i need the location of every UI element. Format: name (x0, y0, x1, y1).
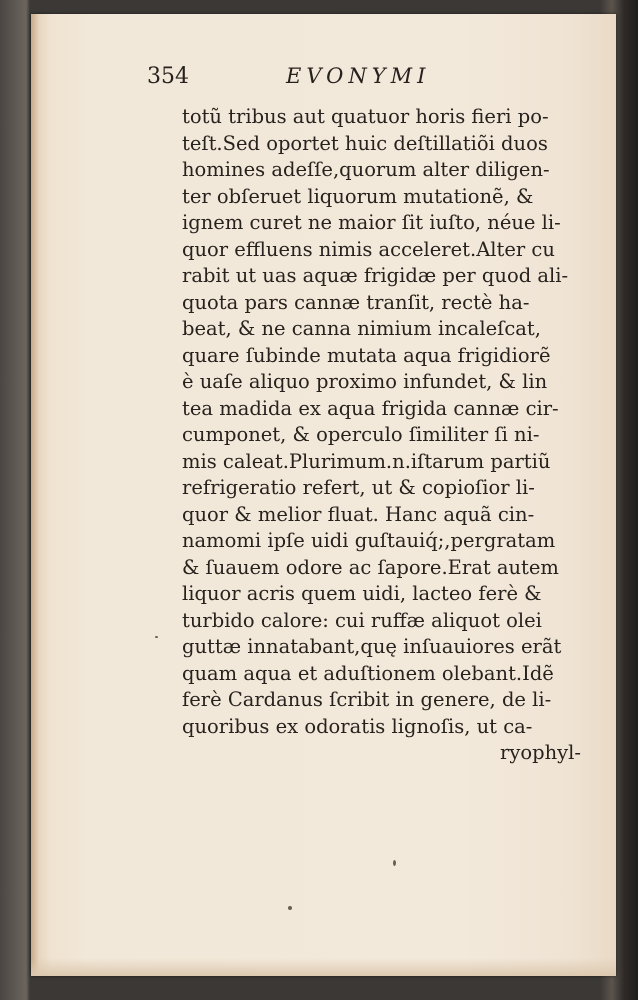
text-line: namomi ipſe uidi guſtauiq́;,pergratam (182, 529, 556, 552)
text-line: teſt.Sed oportet huic deſtillatiõi duos (182, 131, 548, 155)
text-line: quota pars cannæ tranſit, rectè ha- (182, 290, 530, 314)
text-line: è uaſe aliquo proximo infundet, & lin (182, 370, 548, 393)
paper-speck (155, 636, 158, 638)
text-line: rabit ut uas aquæ frigidæ per quod ali- (182, 264, 569, 287)
text-line: mis caleat.Plurimum.n.iſtarum partiũ (182, 449, 551, 473)
text-line: quare ſubinde mutata aqua frigidiorẽ (182, 343, 551, 367)
text-line: ignem curet ne maior ſit iuſto, néue li- (182, 211, 561, 234)
text-line: liquor acris quem uidi, lacteo ferè & (182, 582, 542, 605)
text-line: quoribus ex odoratis lignoſis, ut ca- (182, 714, 533, 738)
text-line: quam aqua et aduſtionem olebant.Idẽ (182, 661, 554, 685)
text-block (182, 104, 587, 767)
text-line: cumponet, & operculo ſimiliter ſi ni- (182, 423, 540, 446)
text-line: ferè Cardanus ſcribit in genere, de li- (182, 688, 552, 711)
page-number: 354 (147, 64, 189, 89)
text-line: quor effluens nimis acceleret.Alter cu (182, 237, 555, 261)
running-head: EVONYMI (286, 64, 431, 88)
text-line: & ſuauem odore ac ſapore.Erat autem (182, 555, 559, 579)
catchword: ryophyl- (500, 741, 581, 764)
text-line: tea madida ex aqua frigida cannæ cir- (182, 396, 559, 420)
text-line: guttæ innatabant,quę inſuauiores erãt (182, 635, 562, 658)
text-line: beat, & ne canna nimium incaleſcat, (182, 317, 541, 340)
paper-speck (288, 906, 292, 910)
paper-speck (393, 860, 396, 866)
text-line: homines adeſſe,quorum alter diligen- (182, 158, 550, 181)
text-line: totũ tribus aut quatuor horis fieri po- (182, 105, 549, 128)
text-line: turbido calore: cui ruffæ aliquot olei (182, 608, 542, 632)
text-line: quor & melior fluat. Hanc aquã cin- (182, 502, 535, 526)
text-line: ter obſeruet liquorum mutationẽ, & (182, 184, 534, 208)
page-header (147, 62, 567, 98)
text-line: refrigeratio refert, ut & copioſior li- (182, 476, 535, 499)
